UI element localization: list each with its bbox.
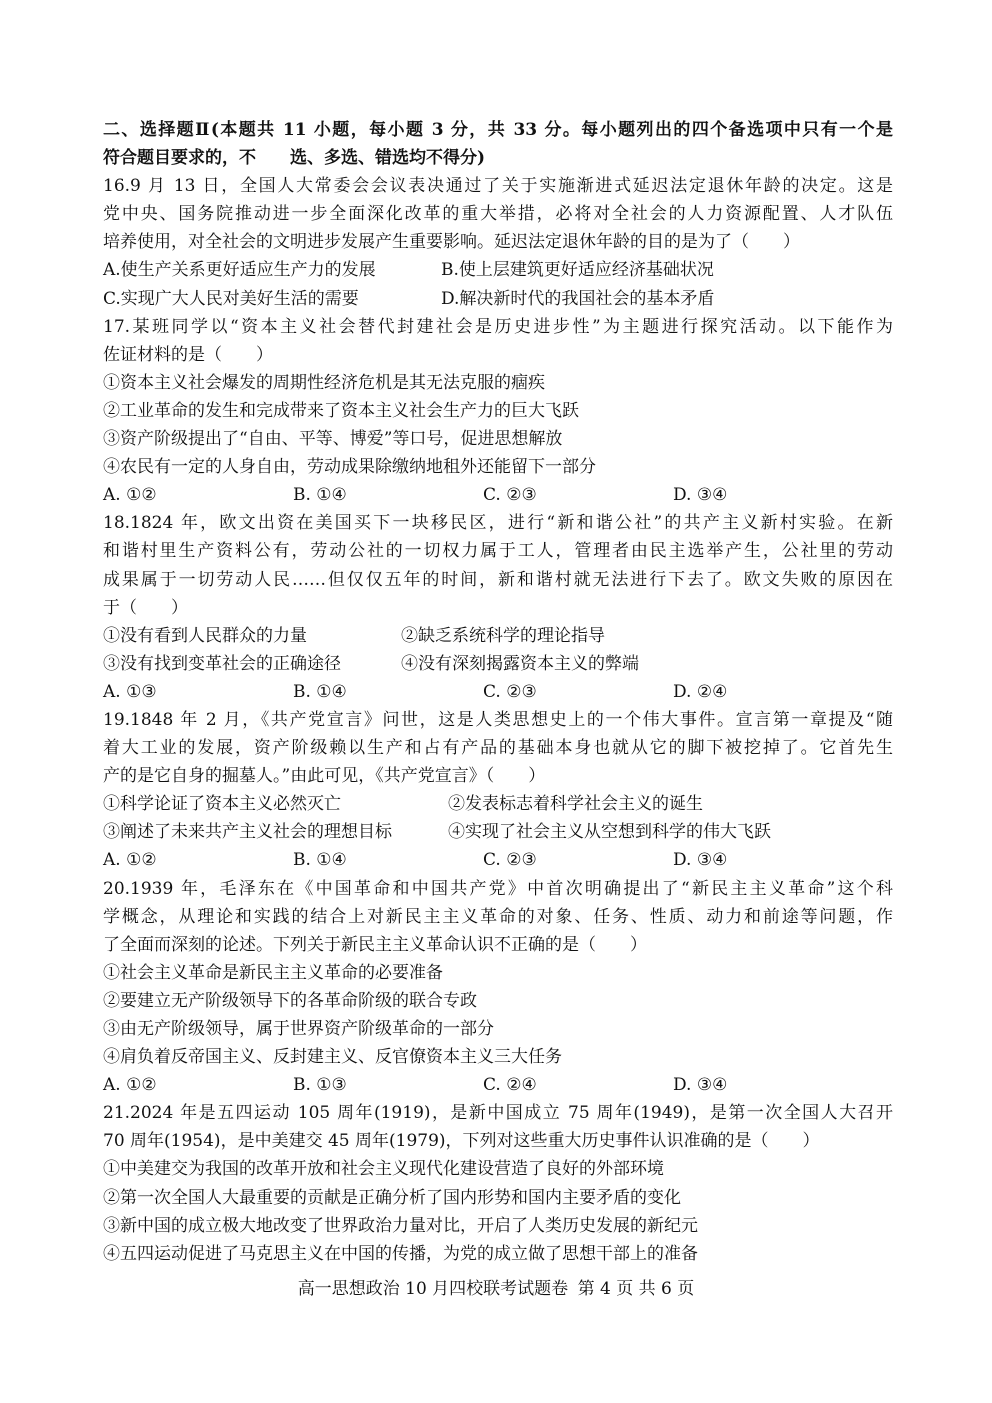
question-16 — [103, 172, 893, 312]
page-number: 第 4 页 共 6 页 — [577, 1279, 695, 1299]
page-footer — [0, 1275, 992, 1303]
question-21-line: 70 周年(1954)，是中美建交 45 周年(1979)，下列对这些重大历史事件认识准确的是（ ） — [103, 1131, 820, 1152]
statement-item: ④实现了社会主义从空想到科学的伟大飞跃 — [448, 822, 771, 843]
question-18-line: 18.1824 年，欧文出资在美国买下一块移民区，进行“新和谐公社”的共产主义新村实验。在新 — [103, 513, 893, 534]
option-d[interactable]: D.解决新时代的我国社会的基本矛盾 — [441, 288, 715, 309]
question-20-line: 20.1939 年，毛泽东在《中国革命和中国共产党》中首次明确提出了“新民主主义革命”这个科 — [103, 878, 893, 899]
option-d[interactable]: D. ③④ — [673, 485, 728, 506]
question-21-line: 21.2024 年是五四运动 105 周年(1919)，是新中国成立 75 周年(1949)，是第一次全国人大召开 — [103, 1103, 893, 1124]
question-19-options-row — [103, 846, 893, 874]
question-18-options-row — [103, 678, 893, 706]
question-17-line: 17.某班同学以“资本主义社会替代封建社会是历史进步性”为主题进行探究活动。以下能作为 — [103, 316, 893, 337]
option-c[interactable]: C. ②③ — [483, 850, 537, 871]
question-20-options-row — [103, 1071, 893, 1099]
section-header-line-1: 二、选择题Ⅱ(本题共 11 小题，每小题 3 分，共 33 分。每小题列出的四个备选项中只有一个是 — [103, 120, 893, 140]
question-17-options-row — [103, 481, 893, 509]
statement-row — [103, 650, 893, 678]
section-header-line-2: 符合题目要求的，不 选、多选、错选均不得分) — [103, 148, 486, 169]
statement-item: ③没有找到变革社会的正确途径 — [103, 653, 341, 674]
statement-row — [103, 622, 893, 650]
option-b[interactable]: B. ①③ — [293, 1075, 347, 1096]
statement-item: ③由无产阶级领导，属于世界资产阶级革命的一部分 — [103, 1019, 494, 1039]
statement-item: ②第一次全国人大最重要的贡献是正确分析了国内形势和国内主要矛盾的变化 — [103, 1187, 681, 1208]
question-18-line: 于（ ） — [103, 597, 188, 618]
statement-item: ①资本主义社会爆发的周期性经济危机是其无法克服的痼疾 — [103, 372, 545, 393]
question-17-line: 佐证材料的是（ ） — [103, 344, 273, 365]
statement-item: ①没有看到人民群众的力量 — [103, 625, 307, 646]
statement-item: ④农民有一定的人身自由，劳动成果除缴纳地租外还能留下一部分 — [103, 457, 596, 478]
option-a[interactable]: A. ①② — [103, 485, 157, 506]
question-18-line: 成果属于一切劳动人民……但仅仅五年的时间，新和谐村就无法进行下去了。欧文失败的原因在 — [103, 569, 893, 590]
option-d[interactable]: D. ③④ — [673, 850, 728, 871]
statement-row — [103, 818, 893, 846]
option-d[interactable]: D. ③④ — [673, 1075, 728, 1096]
question-17 — [103, 313, 893, 510]
question-18-line: 和谐村里生产资料公有，劳动公社的一切权力属于工人，管理者由民主选举产生，公社里的劳动 — [103, 541, 893, 562]
statement-item: ②要建立无产阶级领导下的各革命阶级的联合专政 — [103, 990, 477, 1011]
statement-item: ①社会主义革命是新民主主义革命的必要准备 — [103, 962, 443, 983]
statement-item: ①科学论证了资本主义必然灭亡 — [103, 794, 341, 815]
statement-item: ③阐述了未来共产主义社会的理想目标 — [103, 822, 392, 843]
question-20-line: 学概念，从理论和实践的结合上对新民主主义革命的对象、任务、性质、动力和前途等问题，作 — [103, 906, 893, 927]
statement-item: ①中美建交为我国的改革开放和社会主义现代化建设营造了良好的外部环境 — [103, 1159, 664, 1180]
page-content — [103, 116, 893, 1268]
question-16-line: 党中央、国务院推动进一步全面深化改革的重大举措，必将对全社会的人力资源配置、人才队伍 — [103, 204, 893, 225]
option-c[interactable]: C. ②③ — [483, 681, 537, 702]
option-a[interactable]: A.使生产关系更好适应生产力的发展 — [103, 260, 376, 281]
question-20-line: 了全面而深刻的论述。下列关于新民主主义革命认识不正确的是（ ） — [103, 934, 647, 955]
question-16-line: 16.9 月 13 日，全国人大常委会会议表决通过了关于实施渐进式延迟法定退休年龄的决定。这是 — [103, 176, 893, 197]
option-b[interactable]: B. ①④ — [293, 485, 347, 506]
question-21 — [103, 1099, 893, 1268]
option-d[interactable]: D. ②④ — [673, 681, 728, 702]
question-19-line: 着大工业的发展，资产阶级赖以生产和占有产品的基础本身也就从它的脚下被挖掉了。它首先生 — [103, 738, 893, 759]
question-18 — [103, 509, 893, 706]
statement-item: ②发表标志着科学社会主义的诞生 — [448, 794, 703, 815]
exam-title: 高一思想政治 10 月四校联考试题卷 — [297, 1279, 569, 1299]
option-a[interactable]: A. ①③ — [103, 681, 157, 702]
option-b[interactable]: B.使上层建筑更好适应经济基础状况 — [441, 260, 714, 281]
statement-row — [103, 790, 893, 818]
question-19-line: 产的是它自身的掘墓人。”由此可见，《共产党宣言》（ ） — [103, 766, 546, 787]
option-a[interactable]: A. ①② — [103, 1075, 157, 1096]
statement-item: ②工业革命的发生和完成带来了资本主义社会生产力的巨大飞跃 — [103, 400, 579, 421]
question-16-line: 培养使用，对全社会的文明进步发展产生重要影响。延迟法定退休年龄的目的是为了（ ） — [103, 232, 800, 253]
option-b[interactable]: B. ①④ — [293, 850, 347, 871]
statement-item: ②缺乏系统科学的理论指导 — [401, 625, 605, 646]
statement-item: ③资产阶级提出了“自由、平等、博爱”等口号，促进思想解放 — [103, 429, 563, 450]
option-c[interactable]: C. ②③ — [483, 485, 537, 506]
statement-item: ④五四运动促进了马克思主义在中国的传播，为党的成立做了思想干部上的准备 — [103, 1243, 698, 1264]
question-20 — [103, 875, 893, 1100]
question-19-line: 19.1848 年 2 月，《共产党宣言》问世，这是人类思想史上的一个伟大事件。宣言第一章提及“随 — [103, 709, 893, 730]
option-c[interactable]: C. ②④ — [483, 1075, 537, 1096]
question-16-options-row — [103, 285, 893, 313]
statement-item: ④肩负着反帝国主义、反封建主义、反官僚资本主义三大任务 — [103, 1047, 562, 1068]
statement-item: ④没有深刻揭露资本主义的弊端 — [401, 653, 639, 674]
question-19 — [103, 706, 893, 875]
option-b[interactable]: B. ①④ — [293, 681, 347, 702]
statement-item: ③新中国的成立极大地改变了世界政治力量对比，开启了人类历史发展的新纪元 — [103, 1215, 698, 1236]
option-c[interactable]: C.实现广大人民对美好生活的需要 — [103, 288, 359, 309]
question-16-options-row — [103, 256, 893, 284]
option-a[interactable]: A. ①② — [103, 850, 157, 871]
